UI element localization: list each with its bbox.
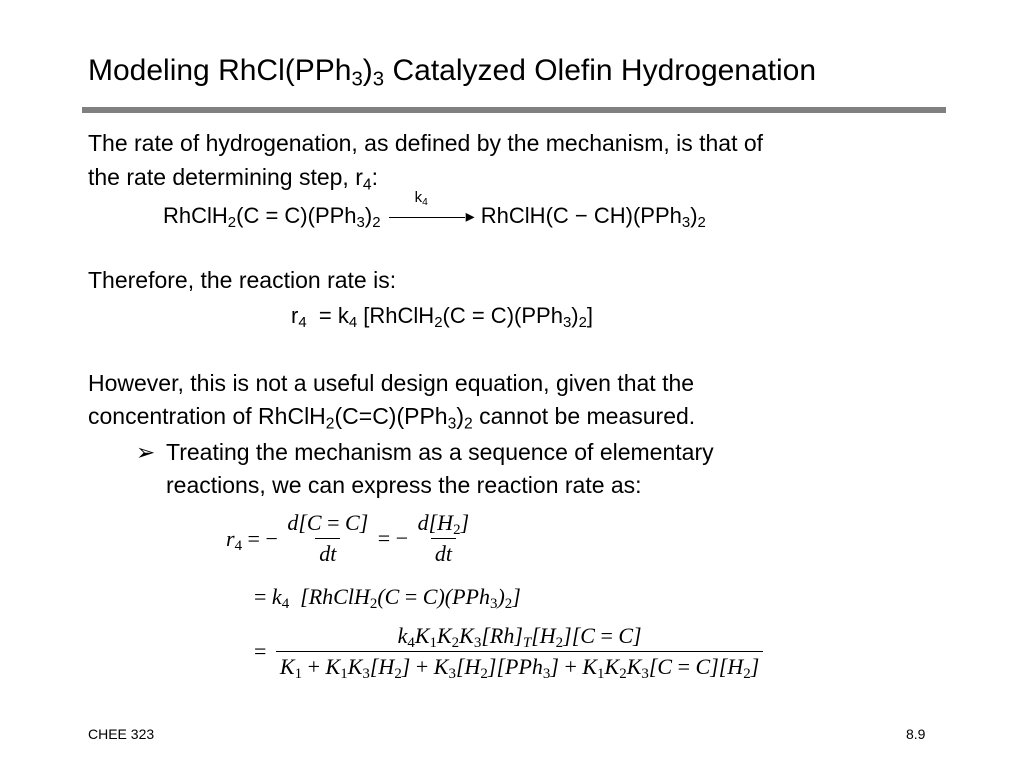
bullet-line-1: Treating the mechanism as a sequence of elementary (166, 439, 714, 465)
intro-line-1: The rate of hydrogenation, as defined by the mechanism, is that of (88, 130, 764, 156)
rate-constant-label: $k_4$ (414, 189, 428, 209)
title-divider (82, 107, 946, 113)
slide-title: Modeling $RhCl(PPh_3)_3$ Catalyzed Olefin Hydrogenation (88, 54, 817, 91)
intro-line-2: the rate determining step, $r_4$: (88, 164, 378, 194)
reaction-rhs: RhClH(C − $CH)(PPh_3)_2$ (480, 203, 706, 232)
rate-law-numerator: $k_4K_1K_2K_3[Rh]_T[H_2][C = C]$ (397, 623, 642, 652)
rate-law-fraction (276, 623, 763, 683)
equation-line-2: = $k_4$ [RhClH$_2$(C = $C)(PPh_3)_2$] (254, 584, 521, 613)
footer-slide-number: 8.9 (906, 726, 926, 742)
equation-line-1: $r_4$ = − $\frac{d[C = C]}{dt}$ = − $\frac{d[H_2]}{dt}$ (226, 510, 473, 567)
however-line-2: concentration of $RhClH_2(C=C)(PPh_3)_2$ cannot be measured. (88, 403, 696, 433)
rate-expression: $r_4 = k_4$ [RhClH$_2$(C = $C)(PPh_3)_2$] (291, 303, 594, 332)
reaction-lhs: RhClH$_2$(C = $C)(PPh_3)_2$ (163, 203, 381, 232)
fraction-dH2-dt: $\frac{d[H_2]}{dt}$ (417, 510, 470, 566)
bullet-line-2: reactions, we can express the reaction rate as: (166, 472, 642, 498)
reaction-equation (163, 189, 706, 232)
bullet-marker: ➢ (136, 439, 156, 465)
footer-course: CHEE 323 (88, 726, 155, 742)
equation-line-3: = $\frac{k_4K_1K_2K_3[Rh]_T[H_2][C = C]}{K_1 + K_1K_3[H_2] + K_3[H_2][PPh_3] + K_1K_2K_3[C = C][H_2]}$ (254, 623, 763, 680)
reaction-arrow: $k_4$ ▸ (387, 207, 475, 227)
fraction-dCC-dt: $\frac{d[C = C]}{dt}$ (287, 510, 369, 566)
therefore-text: Therefore, the reaction rate is: (88, 267, 397, 293)
however-line-1: However, this is not a useful design equation, given that the (88, 370, 695, 396)
rate-law-denominator: $K_1 + K_1K_3[H_2] + K_3[H_2][PPh_3] + K_1K_2K_3[C = C][H_2]$ (276, 651, 763, 680)
